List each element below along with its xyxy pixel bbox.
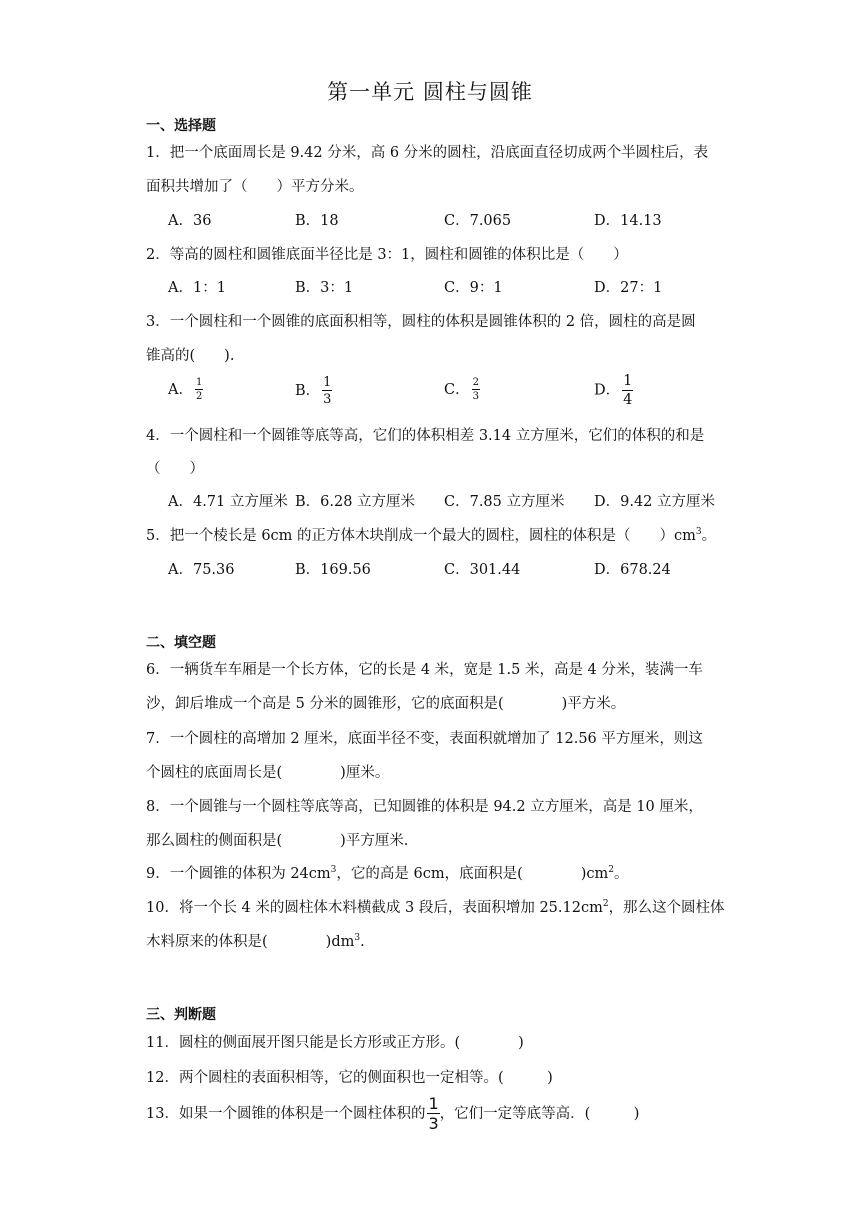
question-11-line-1: 11．圆柱的侧面展开图只能是长方形或正方形。( ) bbox=[146, 1035, 524, 1051]
question-1-line-1: 1．把一个底面周长是 9.42 分米，高 6 分米的圆柱，沿底面直径切成两个半圆柱后，表 bbox=[146, 145, 709, 161]
superscript: 3 bbox=[330, 865, 337, 875]
option-b-label: B． bbox=[295, 383, 321, 399]
option-a[interactable]: A．36 bbox=[168, 213, 212, 229]
question-10-text-2: 木料原来的体积是( )dm bbox=[146, 934, 355, 950]
option-a[interactable]: A．4.71 立方厘米 bbox=[168, 494, 288, 510]
option-d[interactable]: D．14.13 bbox=[594, 213, 662, 229]
fraction-numerator: 1 bbox=[623, 373, 633, 389]
question-9-end: 。 bbox=[614, 866, 629, 882]
fraction-numerator: 1 bbox=[323, 375, 332, 390]
option-b-fraction bbox=[322, 376, 332, 406]
option-a[interactable] bbox=[168, 378, 203, 402]
superscript: 2 bbox=[608, 865, 615, 875]
question-12-line-1: 12．两个圆柱的表面积相等，它的侧面积也一定相等。( ) bbox=[146, 1070, 553, 1086]
question-2-options bbox=[168, 276, 768, 300]
option-c[interactable]: C．9：1 bbox=[444, 280, 503, 296]
question-13-fraction bbox=[427, 1096, 439, 1132]
fraction-denominator: 3 bbox=[428, 1114, 439, 1133]
question-6-line-2: 沙，卸后堆成一个高是 5 分米的圆锥形，它的底面积是( )平方米。 bbox=[146, 696, 626, 712]
fraction-denominator: 2 bbox=[195, 391, 203, 402]
option-b[interactable]: B．18 bbox=[295, 213, 339, 229]
section-heading-judge: 三、判断题 bbox=[146, 1007, 216, 1023]
option-a-fraction bbox=[195, 378, 203, 402]
option-c[interactable]: C．7.065 bbox=[444, 213, 512, 229]
option-b[interactable]: B．6.28 立方厘米 bbox=[295, 494, 416, 510]
option-c-label: C． bbox=[444, 382, 470, 398]
option-c[interactable]: C．7.85 立方厘米 bbox=[444, 494, 565, 510]
question-5-options bbox=[168, 558, 768, 582]
option-c[interactable] bbox=[444, 378, 480, 402]
question-10-line-2 bbox=[146, 930, 365, 951]
question-10-mid: ，那么这个圆柱体 bbox=[608, 900, 725, 916]
fraction-denominator: 3 bbox=[323, 392, 332, 407]
option-d-fraction bbox=[622, 374, 633, 407]
fraction-denominator: 4 bbox=[623, 391, 633, 408]
question-2-line-1: 2．等高的圆柱和圆锥底面半径比是 3：1，圆柱和圆锥的体积比是（ ） bbox=[146, 247, 628, 263]
fraction-numerator: 2 bbox=[472, 377, 479, 388]
question-3-line-2: 锥高的( ). bbox=[146, 348, 235, 364]
question-13-text: 13．如果一个圆锥的体积是一个圆柱体积的 bbox=[146, 1106, 426, 1122]
option-d[interactable] bbox=[594, 374, 633, 407]
question-3-line-1: 3．一个圆柱和一个圆锥的底面积相等，圆柱的体积是圆锥体积的 2 倍，圆柱的高是圆 bbox=[146, 314, 696, 330]
question-3-options bbox=[168, 374, 768, 414]
superscript: 3 bbox=[354, 933, 361, 943]
option-a[interactable]: A．1：1 bbox=[168, 280, 226, 296]
option-c-fraction bbox=[472, 378, 480, 402]
option-d-label: D． bbox=[594, 382, 621, 399]
question-7-line-1: 7．一个圆柱的高增加 2 厘米，底面半径不变，表面积就增加了 12.56 平方厘米，则这 bbox=[146, 731, 703, 747]
question-5-line-1 bbox=[146, 524, 716, 545]
question-4-line-2: （ ） bbox=[146, 461, 204, 477]
question-10-text: 10．将一个长 4 米的圆柱体木料横截成 3 段后，表面积增加 25.12cm bbox=[146, 900, 603, 916]
option-d[interactable]: D．27：1 bbox=[594, 280, 663, 296]
page-title: 第一单元 圆柱与圆锥 bbox=[327, 80, 533, 104]
option-b[interactable]: B．169.56 bbox=[295, 562, 371, 578]
fraction-denominator: 3 bbox=[472, 391, 479, 402]
option-a[interactable]: A．75.36 bbox=[168, 562, 235, 578]
option-c[interactable]: C．301.44 bbox=[444, 562, 521, 578]
fraction-numerator: 1 bbox=[428, 1094, 439, 1113]
option-d[interactable]: D．678.24 bbox=[594, 562, 671, 578]
question-6-line-1: 6．一辆货车车厢是一个长方体，它的长是 4 米，宽是 1.5 米，高是 4 分米，装满一车 bbox=[146, 662, 703, 678]
option-b[interactable] bbox=[295, 376, 332, 406]
question-1-line-2: 面积共增加了（ ）平方分米。 bbox=[146, 179, 364, 195]
question-4-options bbox=[168, 490, 768, 514]
question-5-end: 。 bbox=[701, 528, 717, 544]
superscript: 2 bbox=[602, 899, 609, 909]
question-9-text: 9．一个圆锥的体积为 24cm bbox=[146, 866, 331, 882]
question-5-text: 5．把一个棱长是 6cm 的正方体木块削成一个最大的圆柱，圆柱的体积是（ ）cm bbox=[146, 528, 696, 544]
section-heading-choice: 一、选择题 bbox=[146, 118, 216, 134]
fraction-numerator: 1 bbox=[195, 377, 203, 388]
question-10-end: . bbox=[360, 934, 365, 950]
option-d[interactable]: D．9.42 立方厘米 bbox=[594, 494, 716, 510]
question-13-end: ，它们一定等底等高．( ) bbox=[439, 1106, 640, 1122]
option-a-label: A． bbox=[168, 382, 193, 398]
question-7-line-2: 个圆柱的底面周长是( )厘米。 bbox=[146, 765, 390, 781]
superscript: 3 bbox=[695, 527, 702, 537]
question-13-line-1 bbox=[146, 1096, 639, 1132]
question-10-line-1 bbox=[146, 896, 725, 917]
section-heading-fill: 二、填空题 bbox=[146, 635, 216, 651]
question-9-mid: ，它的高是 6cm，底面积是( )cm bbox=[336, 866, 609, 882]
question-1-options bbox=[168, 209, 768, 233]
question-9-line-1 bbox=[146, 862, 629, 883]
question-8-line-1: 8．一个圆锥与一个圆柱等底等高，已知圆锥的体积是 94.2 立方厘米，高是 10 厘米， bbox=[146, 799, 703, 815]
question-4-line-1: 4．一个圆柱和一个圆锥等底等高，它们的体积相差 3.14 立方厘米，它们的体积的和是 bbox=[146, 428, 705, 444]
question-8-line-2: 那么圆柱的侧面积是( )平方厘米. bbox=[146, 833, 409, 849]
option-b[interactable]: B．3：1 bbox=[295, 280, 354, 296]
